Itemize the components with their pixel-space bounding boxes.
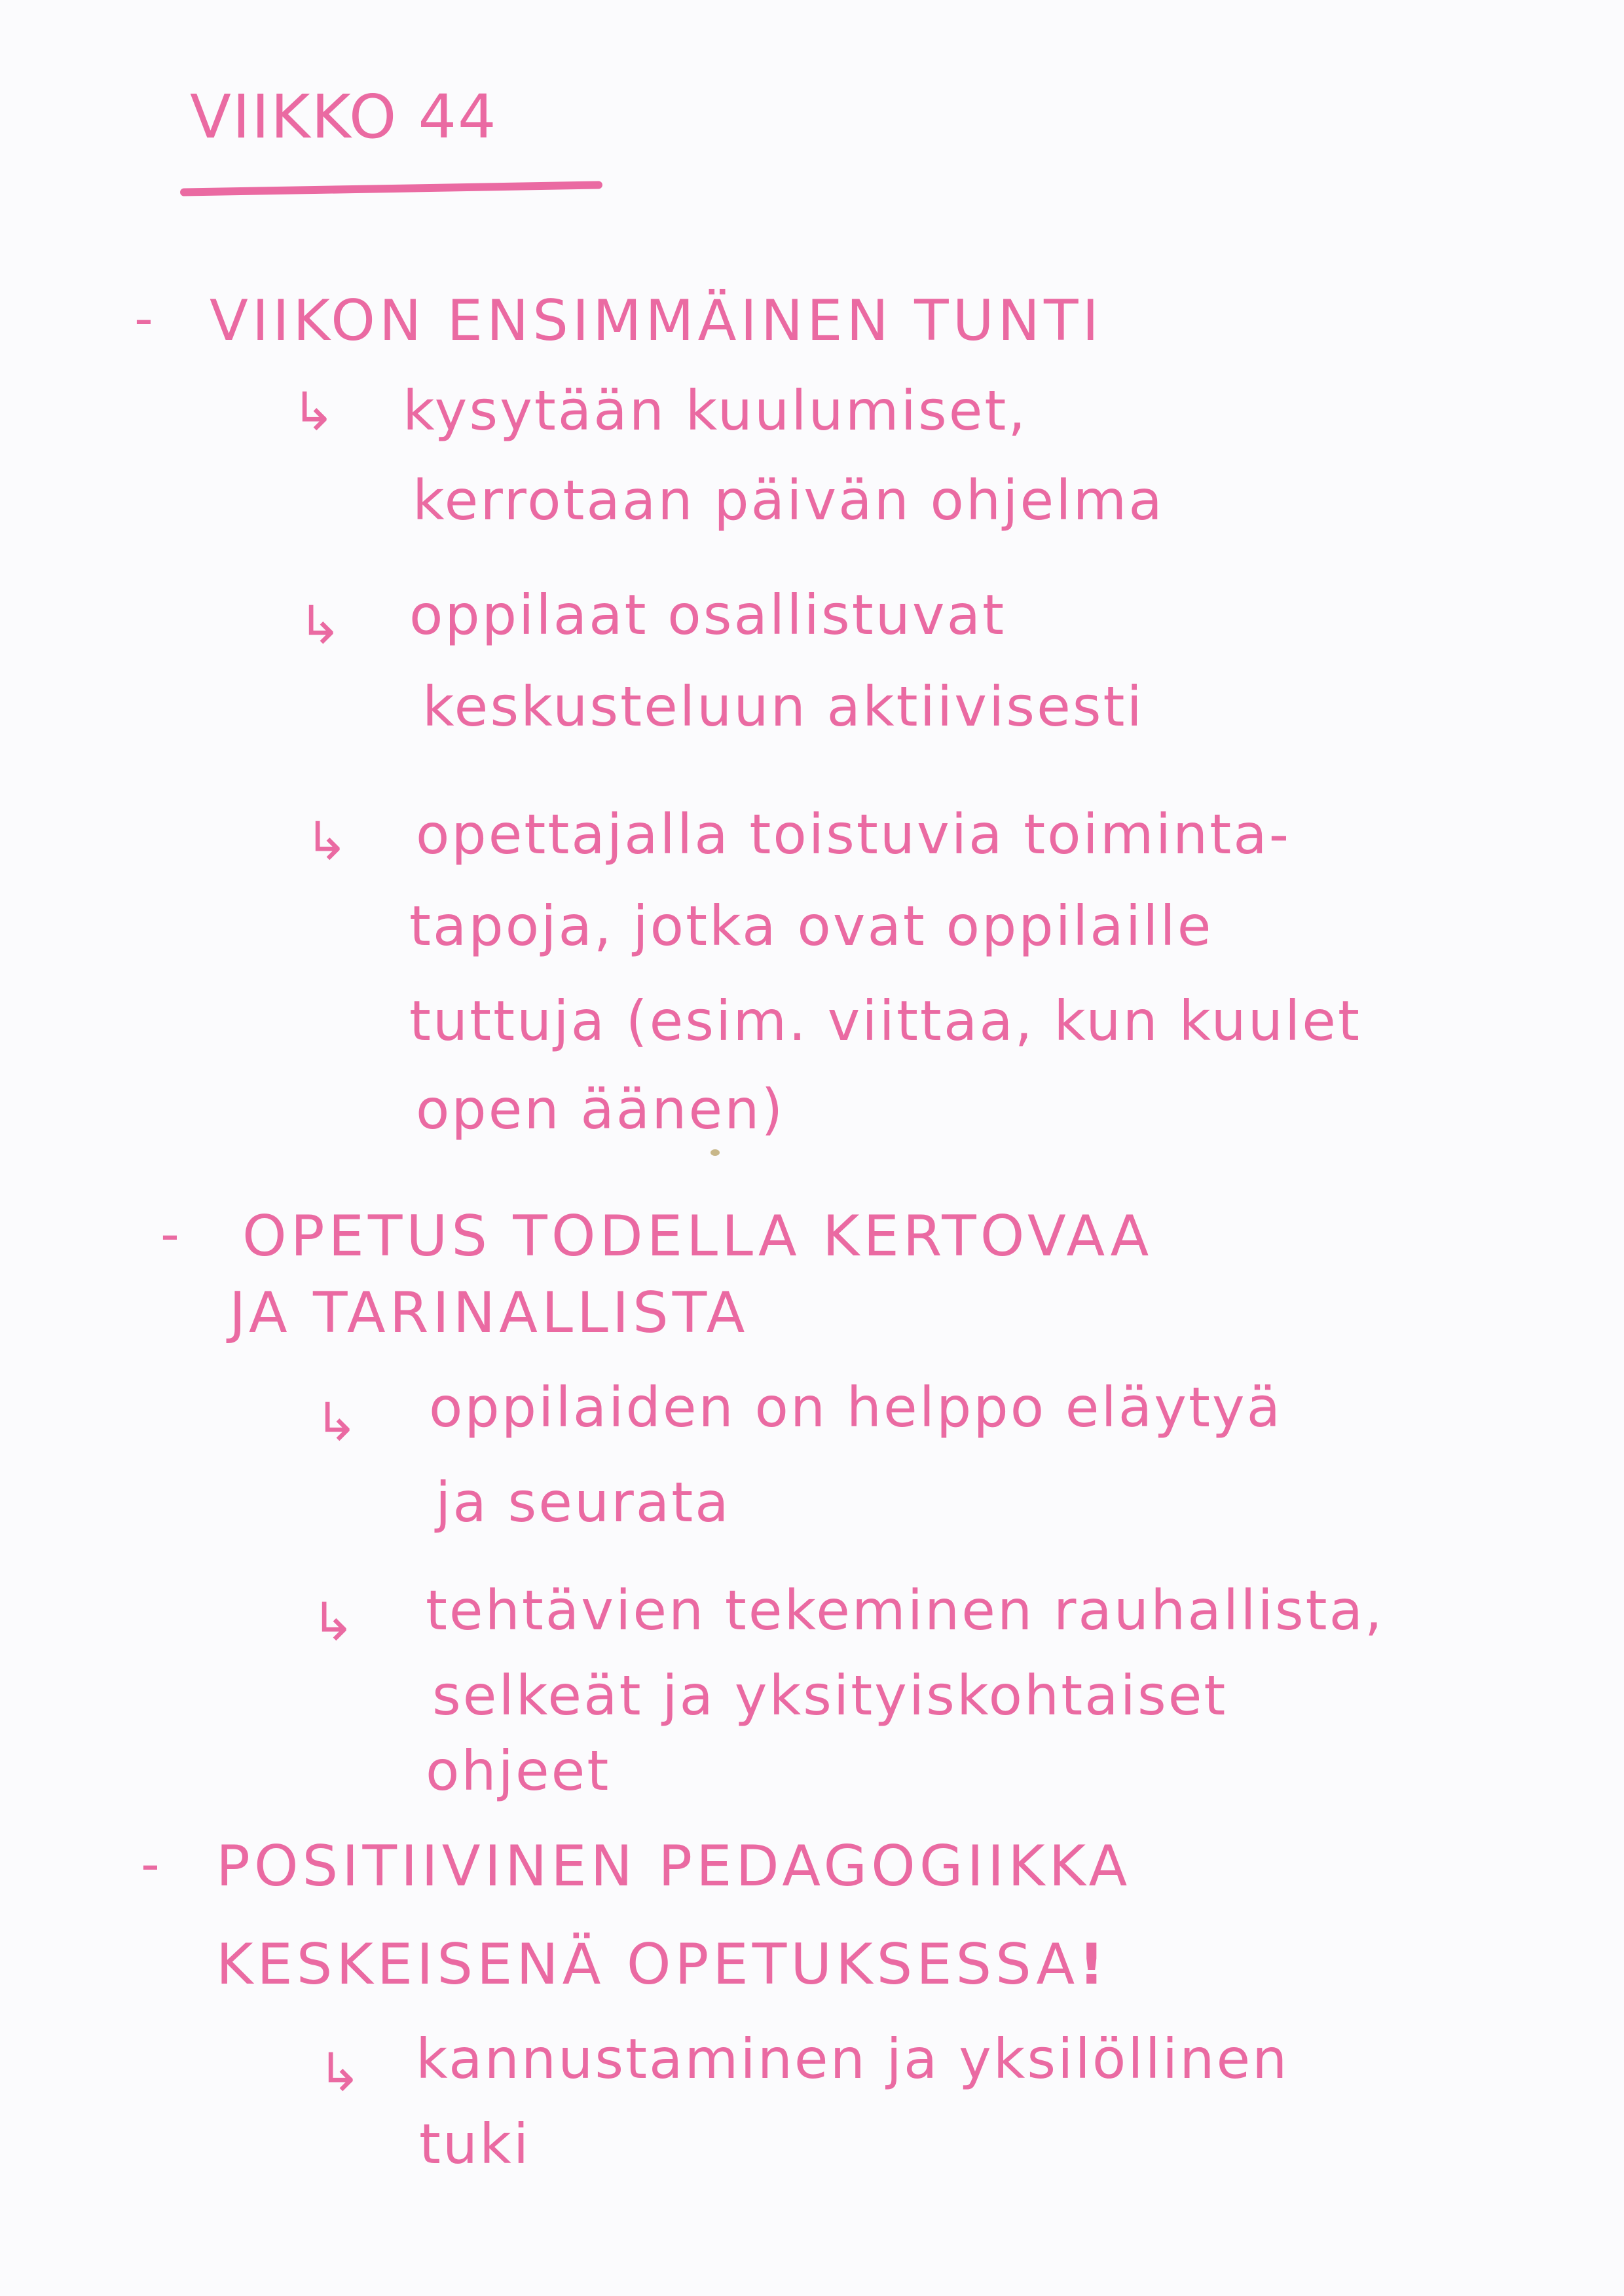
section-3-item-1-line-2: tuki (419, 2112, 531, 2176)
section-2-item-1-line-2: ja seurata (435, 1470, 731, 1534)
section-1-item-3-arrow-icon: ↳ (304, 811, 350, 872)
section-3-item-1-arrow-icon: ↳ (318, 2042, 363, 2103)
section-1-heading: VIIKON ENSIMMÄINEN TUNTI (210, 288, 1103, 354)
section-3-dash: - (141, 1834, 161, 1895)
section-1-item-2-arrow-icon: ↳ (298, 595, 344, 656)
exclamation-mark: ! (1079, 1932, 1109, 1997)
section-1-dash: - (134, 288, 155, 349)
section-3-heading-line-2-text: KESKEISENÄ OPETUKSESSA (216, 1932, 1079, 1997)
paper-speck (710, 1149, 720, 1156)
section-2-heading-line-1: OPETUS TODELLA KERTOVAA (242, 1204, 1153, 1269)
section-1-item-3-line-3: tuttuja (esim. viittaa, kun kuulet (409, 989, 1361, 1053)
section-3-heading-line-2 (216, 1932, 1108, 1997)
page-title: VIIKKO 44 (190, 82, 498, 152)
section-2-item-1-line-1: oppilaiden on helppo eläytyä (429, 1375, 1283, 1439)
section-3-heading-line-1: POSITIIVINEN PEDAGOGIIKKA (216, 1834, 1132, 1899)
section-2-item-2-arrow-icon: ↳ (311, 1591, 357, 1652)
section-2-item-2-line-3: ohjeet (426, 1739, 611, 1803)
section-1-item-2-line-2: keskusteluun aktiivisesti (422, 675, 1144, 739)
section-2-item-2-line-2: selkeät ja yksityiskohtaiset (432, 1663, 1228, 1728)
section-1-item-1-arrow-icon: ↳ (291, 381, 337, 442)
section-1-item-2-line-1: oppilaat osallistuvat (409, 583, 1006, 647)
section-1-item-3-line-1: opettajalla toistuvia toiminta- (416, 802, 1291, 866)
section-1-item-3-line-2: tapoja, jotka ovat oppilaille (409, 894, 1213, 958)
section-1-item-3-line-4: open äänen) (416, 1077, 785, 1141)
section-3-item-1-line-1: kannustaminen ja yksilöllinen (416, 2027, 1289, 2091)
section-2-heading-line-2: JA TARINALLISTA (229, 1280, 749, 1346)
section-1-item-1-line-1: kysytään kuulumiset, (403, 379, 1028, 443)
section-2-item-2-line-1: tehtävien tekeminen rauhallista, (426, 1578, 1384, 1642)
section-2-dash: - (160, 1204, 181, 1265)
title-underline (180, 181, 602, 196)
section-1-item-1-line-2: kerrotaan päivän ohjelma (413, 468, 1164, 532)
section-2-item-1-arrow-icon: ↳ (314, 1392, 360, 1453)
